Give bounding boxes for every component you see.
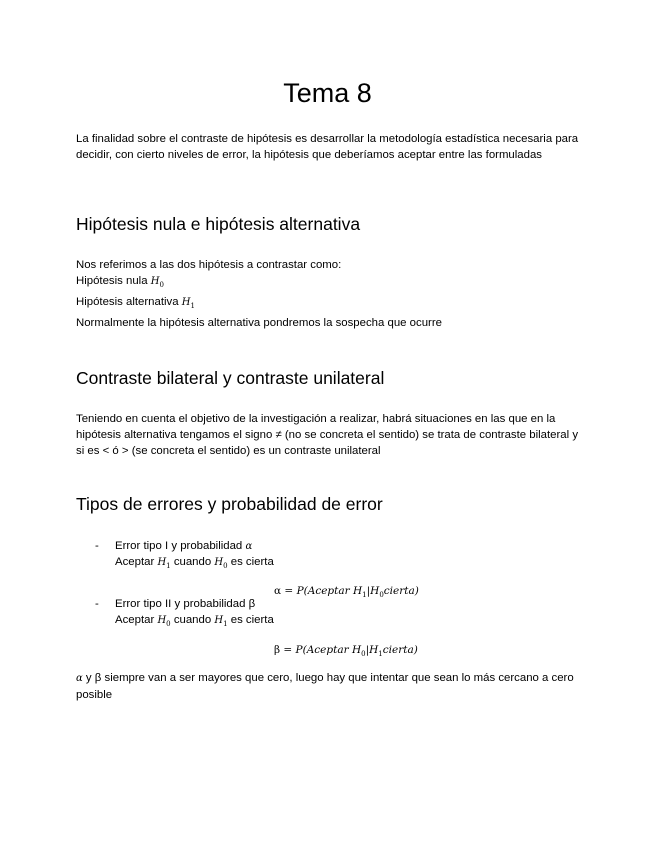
null-hypothesis-label: Hipótesis nula <box>76 275 148 287</box>
alpha-symbol: α <box>245 541 253 552</box>
error2-label: Error tipo II y probabilidad β <box>115 598 256 610</box>
intro-paragraph: La finalidad sobre el contraste de hipótesis es desarrollar la metodología estadística necesaria para decidir, con cierto niveles de error, la hipótesis que deberíamos aceptar entre las formuladas <box>76 133 579 161</box>
hypotheses-intro-line: Nos referimos a las dos hipótesis a contrastar como: <box>76 259 342 271</box>
error1-label: Error tipo I y probabilidad α <box>115 540 253 552</box>
h1-symbol: $H_1$ <box>181 297 195 310</box>
section-heading-hypotheses: Hipótesis nula e hipótesis alternativa <box>76 214 361 234</box>
section-heading-errors: Tipos de errores y probabilidad de error <box>76 494 383 514</box>
alt-hypothesis-label: Hipótesis alternativa <box>76 296 179 308</box>
closing-paragraph: α y β siempre van a ser mayores que cero, luego hay que intentar que sean lo más cercano a cero posible <box>76 672 574 701</box>
error2-formula: β = P(Aceptar $H_0|H_1cierta$) <box>274 643 418 658</box>
alt-hypothesis-note: Normalmente la hipótesis alternativa pondremos la sospecha que ocurre <box>76 317 442 329</box>
alt-hypothesis-line <box>76 296 195 308</box>
error1-accept-line: Aceptar $H_1$ cuando $H_0$ es cierta <box>115 556 274 570</box>
bullet-marker: - <box>95 598 99 610</box>
bullet-marker: - <box>95 540 99 552</box>
null-hypothesis-line <box>76 275 164 287</box>
error2-accept-line: Aceptar $H_0$ cuando $H_1$ es cierta <box>115 614 274 628</box>
h0-symbol: $H_0$ <box>150 276 164 289</box>
error1-formula: α = P(Aceptar $H_1|H_0cierta$) <box>274 584 419 599</box>
page-title: Tema 8 <box>283 78 372 108</box>
contrast-paragraph: Teniendo en cuenta el objetivo de la investigación a realizar, habrá situaciones en las que en la hipótesis alternativa tengamos el signo ≠ (no se concreta el sentido) se trata de contraste bilateral y si es < ó > (se concreta el sentido) es un contraste unilateral <box>76 413 579 457</box>
section-heading-contrast: Contraste bilateral y contraste unilateral <box>76 368 385 388</box>
